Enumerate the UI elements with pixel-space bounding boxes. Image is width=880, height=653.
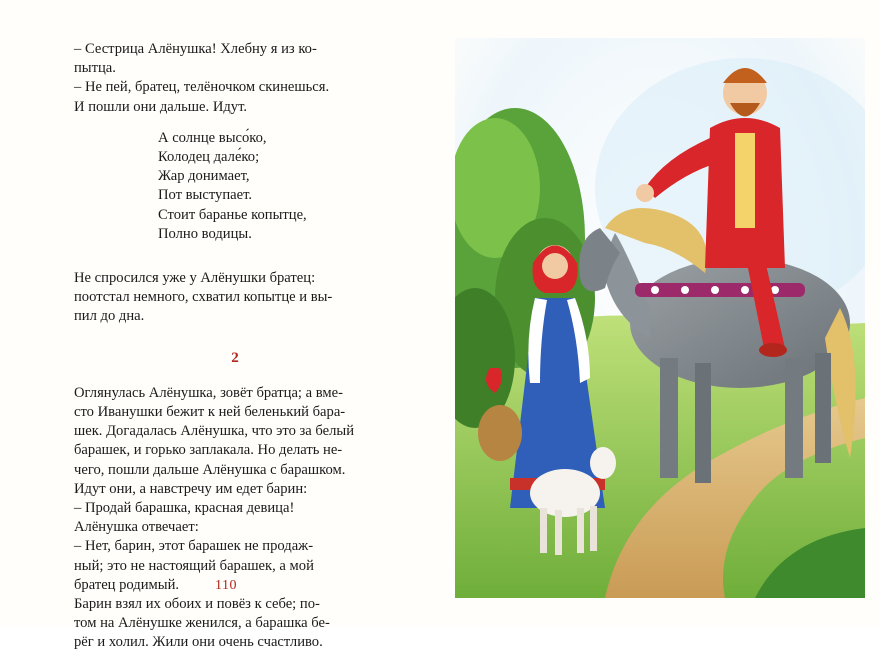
paragraph-10-line-2: том на Алёнушке женился, а барашка бе- xyxy=(74,615,330,632)
paragraph-8: Алёнушка отвечает: xyxy=(74,519,199,536)
poem-line: Жар донимает, xyxy=(158,168,250,185)
paragraph-2: – Не пей, братец, телёночком скинешься. xyxy=(74,79,330,96)
poem-line: А солнце высо́ко, xyxy=(158,129,267,146)
page-number: 110 xyxy=(215,578,237,593)
paragraph-9-line-3: братец родимый. xyxy=(74,576,180,593)
paragraph-1-line-1: – Сестрица Алёнушка! Хлебну я из ко- xyxy=(74,41,317,57)
paragraph-3: И пошли они дальше. Идут. xyxy=(74,98,248,115)
poem-stanza xyxy=(158,129,396,244)
paragraph-6: Идут они, а навстречу им едет барин: xyxy=(74,480,308,497)
paragraph-5-line-2: сто Иванушки бежит к ней беленький бара- xyxy=(74,404,346,421)
paragraph-4-line-1: Не спросился уже у Алёнушки братец: xyxy=(74,270,316,287)
paragraph-9-line-1: – Нет, барин, этот барашек не продаж- xyxy=(74,538,314,555)
poem-line: Колодец дале́ко; xyxy=(158,149,260,166)
paragraph-5-line-4: барашек, и горько заплакала. Но делать не- xyxy=(74,442,343,459)
chapter-number: 2 xyxy=(231,349,239,366)
poem-line: Пот выступает. xyxy=(158,187,253,204)
story-text-column xyxy=(74,40,396,653)
paragraph-1-line-2: пытца. xyxy=(74,60,116,77)
story-illustration xyxy=(455,38,865,598)
paragraph-4-line-3: пил до дна. xyxy=(74,308,145,325)
paragraph-4-line-2: поотстал немного, схватил копытце и вы- xyxy=(74,289,333,306)
paragraph-9-line-2: ный; это не настоящий барашек, а мой xyxy=(74,557,314,574)
poem-line: Полно водицы. xyxy=(158,225,252,242)
paragraph-5-line-5: чего, пошли дальше Алёнушка с барашком. xyxy=(74,461,346,478)
poem-line: Стоит баранье копытце, xyxy=(158,206,307,223)
paragraph-5-line-3: шек. Догадалась Алёнушка, что это за белый xyxy=(74,423,355,440)
paragraph-10-line-3: рёг и холил. Жили они очень счастливо. xyxy=(74,634,323,651)
paragraph-7: – Продай барашка, красная девица! xyxy=(74,500,295,517)
paragraph-5-line-1: Оглянулась Алёнушка, зовёт братца; а вме- xyxy=(74,384,343,401)
paragraph-10-line-1: Барин взял их обоих и повёз к себе; по- xyxy=(74,596,320,613)
